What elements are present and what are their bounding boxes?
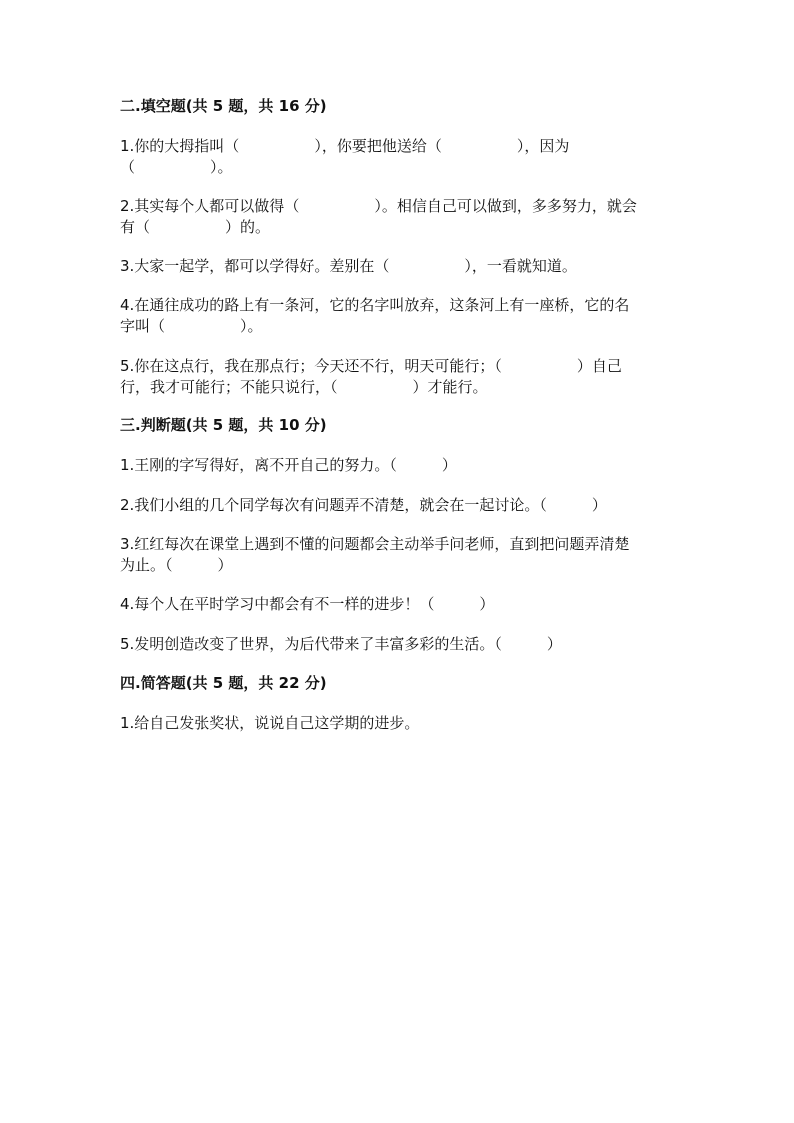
question-line: 1.你的大拇指叫（ ），你要把他送给（ ），因为 bbox=[120, 137, 570, 155]
question-line: 4.在通往成功的路上有一条河，它的名字叫放弃，这条河上有一座桥，它的名 bbox=[120, 296, 630, 314]
question-line: 3.红红每次在课堂上遇到不懂的问题都会主动举手问老师，直到把问题弄清楚 bbox=[120, 535, 630, 553]
question-line: 1.王刚的字写得好，离不开自己的努力。（ ） bbox=[120, 456, 457, 474]
question-judge-4 bbox=[120, 594, 680, 615]
section-title-short-answer: 四.简答题(共 5 题，共 22 分) bbox=[120, 674, 327, 692]
question-judge-1 bbox=[120, 455, 680, 476]
question-judge-5 bbox=[120, 634, 680, 655]
question-line: （ ）。 bbox=[120, 158, 233, 176]
question-line: 2.其实每个人都可以做得（ ）。相信自己可以做到，多多努力，就会 bbox=[120, 197, 637, 215]
question-line: 1.给自己发张奖状，说说自己这学期的进步。 bbox=[120, 714, 420, 732]
question-fill-2 bbox=[120, 196, 680, 238]
question-line: 为止。（ ） bbox=[120, 556, 233, 574]
question-line: 3.大家一起学，都可以学得好。差别在（ ），一看就知道。 bbox=[120, 257, 577, 275]
question-line: 5.你在这点行，我在那点行；今天还不行，明天可能行；（ ）自己 bbox=[120, 357, 622, 375]
question-line: 5.发明创造改变了世界，为后代带来了丰富多彩的生活。（ ） bbox=[120, 635, 562, 653]
question-line: 字叫（ ）。 bbox=[120, 317, 263, 335]
question-fill-5 bbox=[120, 356, 680, 398]
question-line: 行，我才可能行；不能只说行，（ ）才能行。 bbox=[120, 378, 488, 396]
question-line: 2.我们小组的几个同学每次有问题弄不清楚，就会在一起讨论。（ ） bbox=[120, 496, 607, 514]
question-line: 4.每个人在平时学习中都会有不一样的进步！（ ） bbox=[120, 595, 495, 613]
question-judge-2 bbox=[120, 495, 680, 516]
question-judge-3 bbox=[120, 534, 680, 576]
section-title-true-false: 三.判断题(共 5 题，共 10 分) bbox=[120, 416, 327, 434]
question-line: 有（ ）的。 bbox=[120, 218, 271, 236]
question-fill-3 bbox=[120, 256, 680, 277]
question-fill-1 bbox=[120, 136, 680, 178]
question-fill-4 bbox=[120, 295, 680, 337]
section-title-fill-in-blank: 二.填空题(共 5 题，共 16 分) bbox=[120, 97, 327, 115]
question-short-1 bbox=[120, 713, 680, 734]
